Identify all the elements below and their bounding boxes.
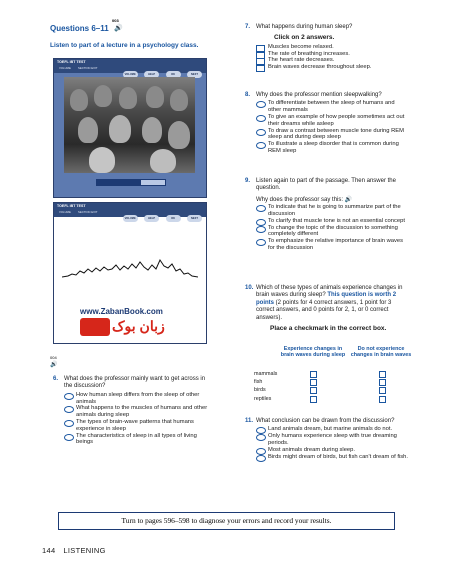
toefl-toolbar: TOEFL iBT TEST VOLUME SECTION EXIT VOLUME HELP OK NEXT — [54, 59, 206, 73]
column-header: Experience changes in brain waves during sleep — [280, 346, 346, 359]
answer-option[interactable]: To emphasize the relative importance of brain waves for the discussion — [256, 238, 406, 252]
question-stem: What conclusion can be drawn from the discussion? — [256, 418, 395, 424]
volume-button[interactable]: VOLUME — [124, 217, 136, 220]
checkbox-square[interactable] — [256, 65, 265, 72]
ok-button[interactable]: OK — [166, 215, 181, 222]
answer-option[interactable]: Land animals dream, but marine animals do not. — [256, 426, 416, 433]
answer-option[interactable]: The characteristics of sleep in all types of living beings — [64, 433, 214, 447]
answer-option[interactable]: Most animals dream during sleep. — [256, 447, 416, 454]
question-sub: Why does the professor say this: 🔊 — [256, 196, 353, 203]
radio-oval[interactable] — [64, 393, 74, 400]
questions-title: Questions 6–11 003 🔊 — [50, 18, 123, 33]
answer-option[interactable]: To differentiate between the sleep of humans and other mammals — [256, 100, 406, 114]
footer-instruction-box: Turn to pages 596–598 to diagnose your errors and record your results. — [58, 512, 395, 530]
answer-option[interactable]: Brain waves decrease throughout sleep. — [256, 64, 406, 71]
track-number: 004 — [50, 355, 57, 360]
column-header: Do not experience changes in brain waves — [350, 346, 412, 359]
question-instruction: Click on 2 answers. — [274, 34, 335, 42]
answer-option[interactable]: What happens to the muscles of humans and other animals during sleep — [64, 405, 214, 419]
row-label: reptiles — [254, 396, 272, 402]
radio-oval[interactable] — [256, 129, 266, 136]
answer-option[interactable]: The types of brain-wave patterns that humans experience in sleep — [64, 419, 214, 433]
question-9: 9. Listen again to part of the passage. Then answer the question. Why does the professor say this: 🔊 To indicate that he is going to summarize part of the discussion To clarify that muscle tone is not an essential concept To change the topic of the discussion to something completely different To emphasize the relative importance of brain waves for the discussion — [245, 178, 405, 251]
checkbox-cell[interactable] — [310, 387, 317, 394]
speaker-icon[interactable]: 🔊 — [344, 196, 353, 203]
section-name: LISTENING — [63, 546, 106, 555]
next-button[interactable]: NEXT — [187, 71, 202, 78]
checkbox-cell[interactable] — [379, 387, 386, 394]
checkbox-cell[interactable] — [310, 371, 317, 378]
row-label: mammals — [254, 371, 278, 377]
answer-option[interactable]: The rate of breathing increases. — [256, 51, 406, 58]
checkbox-cell[interactable] — [379, 396, 386, 403]
radio-oval[interactable] — [256, 205, 266, 212]
checkbox-cell[interactable] — [379, 379, 386, 386]
watermark-site: www.ZabanBook.com — [80, 307, 163, 316]
next-button[interactable]: NEXT — [187, 215, 202, 222]
radio-oval[interactable] — [256, 142, 266, 149]
answer-option[interactable]: To indicate that he is going to summarize part of the discussion — [256, 204, 406, 218]
listen-instruction: Listen to part of a lecture in a psychology class. — [50, 42, 199, 49]
answer-option[interactable]: Only humans experience sleep with true dreaming periods. — [256, 433, 416, 447]
question-instruction: Place a checkmark in the correct box. — [270, 325, 387, 333]
answer-option[interactable]: To illustrate a sleep disorder that is common during REM sleep — [256, 141, 406, 155]
speaker-icon: 🔊 — [50, 362, 58, 368]
question-7: 7. What happens during human sleep? Click on 2 answers. Muscles become relaxed. The rate of breathing increases. The heart rate decreases. Brain waves decrease throughout sleep. — [256, 24, 406, 71]
speaker-icon: 🔊 — [114, 25, 123, 32]
volume-button[interactable]: VOLUME — [124, 73, 136, 76]
audio-waveform — [62, 247, 198, 287]
question-stem: Why does the professor mention sleepwalking? — [256, 92, 382, 98]
toefl-toolbar: TOEFL iBT TEST VOLUME SECTION EXIT VOLUME HELP OK NEXT — [54, 203, 206, 217]
question-6: 6. What does the professor mainly want to get across in the discussion? How human sleep differs from the sleep of other animals What happens to the muscles of humans and other animals during sleep The types of brain-wave patterns that humans experience in sleep The characteristics of sleep in all types of living beings — [64, 376, 214, 446]
answer-option[interactable]: How human sleep differs from the sleep of other animals — [64, 392, 214, 406]
watermark-fa: زبان بوک — [112, 318, 165, 334]
watermark-logo-icon — [80, 318, 110, 336]
answer-option[interactable]: To give an example of how people sometimes act out their dreams while asleep — [256, 114, 406, 128]
page-footer — [42, 546, 106, 555]
answer-option[interactable]: To draw a contrast between muscle tone during REM sleep and during deep sleep — [256, 128, 406, 142]
question-stem: What happens during human sleep? — [256, 24, 353, 30]
checkbox-cell[interactable] — [310, 396, 317, 403]
answer-option[interactable]: Muscles become relaxed. — [256, 44, 406, 51]
answer-option[interactable]: Birds might dream of birds, but fish can't dream of fish. — [256, 454, 416, 461]
radio-oval[interactable] — [256, 455, 266, 462]
audio-progress-bar — [96, 179, 166, 186]
radio-oval[interactable] — [64, 420, 74, 427]
help-button[interactable]: HELP — [144, 215, 159, 222]
answer-option[interactable]: The heart rate decreases. — [256, 57, 406, 64]
question-10: 10. Which of these types of animals experience changes in brain waves during sleep? This question is worth 2 points (2 points for 4 correct answers, 1 point for 3 correct answers, and 0 points for 2, 1, or 0 correct answers). Place a checkmark in the correct box. — [256, 285, 406, 332]
question-8: 8. Why does the professor mention sleepwalking? To differentiate between the sleep of humans and other mammals To give an example of how people sometimes act out their dreams while asleep To draw a contrast between muscle tone during REM sleep and during deep sleep To illustrate a sleep disorder that is common during REM sleep — [245, 92, 405, 154]
page-number: 144 — [42, 546, 56, 555]
question-stem: Listen again to part of the passage. Then answer the question. — [256, 178, 396, 192]
question-stem: What does the professor mainly want to get across in the discussion? — [64, 376, 206, 390]
toefl-screen-photo — [53, 58, 207, 198]
checkbox-cell[interactable] — [379, 371, 386, 378]
question-11: 11. What conclusion can be drawn from the discussion? Land animals dream, but marine animals do not. Only humans experience sleep with true dreaming periods. Most animals dream during sleep. Birds might dream of birds, but fish can't dream of fish. — [256, 418, 416, 460]
answer-option[interactable]: To clarify that muscle tone is not an essential concept — [256, 218, 406, 225]
checkbox-cell[interactable] — [310, 379, 317, 386]
answer-option[interactable]: To change the topic of the discussion to something completely different — [256, 225, 406, 239]
row-label: birds — [254, 387, 266, 393]
classroom-photo — [64, 77, 195, 173]
radio-oval[interactable] — [64, 406, 74, 413]
radio-oval[interactable] — [256, 101, 266, 108]
ok-button[interactable]: OK — [166, 71, 181, 78]
radio-oval[interactable] — [64, 434, 74, 441]
radio-oval[interactable] — [256, 434, 266, 441]
question-stem: Which of these types of animals experience changes in brain waves during sleep? This question is worth 2 points (2 points for 4 correct answers, 1 point for 3 correct answers, and 0 points for 2, 1, or 0 correct answers). — [256, 285, 403, 321]
help-button[interactable]: HELP — [144, 71, 159, 78]
radio-oval[interactable] — [256, 115, 266, 122]
radio-oval[interactable] — [256, 226, 266, 233]
row-label: fish — [254, 379, 263, 385]
radio-oval[interactable] — [256, 239, 266, 246]
track-number: 003 — [112, 18, 119, 23]
